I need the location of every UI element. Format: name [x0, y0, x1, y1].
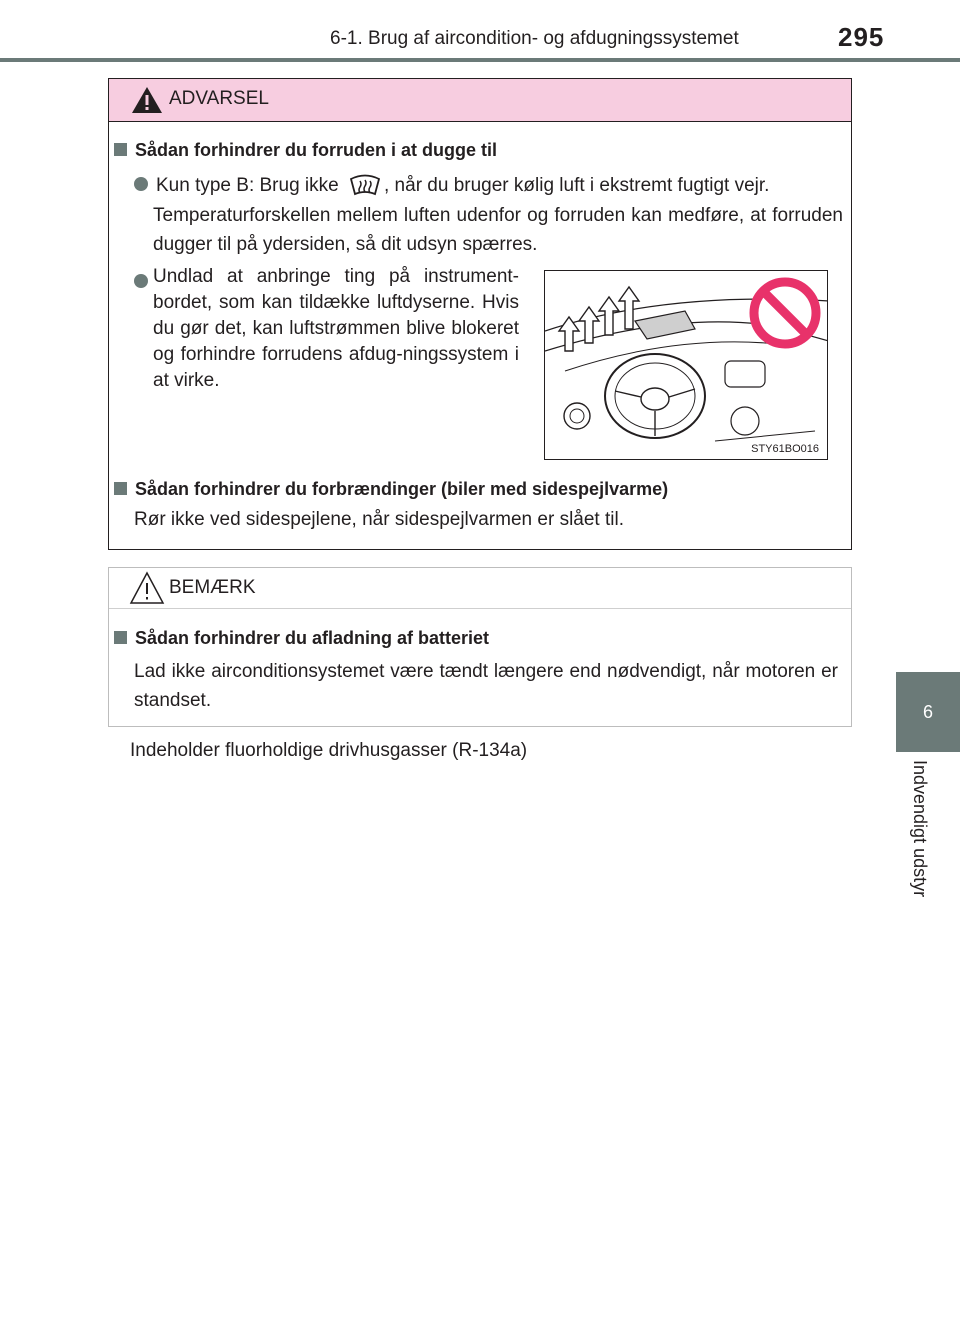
page-number: 295	[838, 22, 885, 52]
dashboard-illustration	[544, 270, 828, 460]
chapter-tab	[896, 672, 960, 752]
dashboard-drawing	[545, 271, 828, 460]
chapter-number: 6	[922, 702, 933, 722]
section-marker-icon	[114, 143, 127, 156]
notice-heading: Sådan forhindrer du afladning af batteriet	[114, 628, 489, 649]
warning-header	[109, 79, 851, 122]
burns-text: Rør ikke ved sidespejlene, når sidespejlvarmen er slået til.	[134, 509, 624, 530]
section-marker-icon	[114, 631, 127, 644]
warning-label: ADVARSEL	[169, 88, 269, 109]
prohibited-icon	[754, 282, 816, 344]
illustration-code: STY61BO016	[751, 443, 819, 455]
bullet-defroster: Kun type B: Brug ikke , når du bruger kølig luft i ekstremt fugtigt vejr.	[134, 171, 844, 200]
section-title: 6-1. Brug af aircondition- og afdugningssystemet	[330, 28, 739, 49]
header-rule	[0, 58, 960, 62]
notice-text: Lad ikke airconditionsystemet være tændt længere end nødvendigt, når motoren er standset.	[134, 661, 838, 711]
bullet-defroster-continued: Temperaturforskellen mellem luften udenfor og forruden kan medføre, at forruden dugger til på ydersiden, så dit udsyn spærres.	[153, 205, 843, 255]
refrigerant-note: Indeholder fluorholdige drivhusgasser (R-134a)	[130, 740, 528, 761]
bullet-instrument-panel: Undlad at anbringe ting på instrument-bordet, som kan tildække luftdyserne. Hvis du gør det, kan luftstrømmen blive blokeret og forhindre forrudens afdug-ningssystem i at virke.	[153, 266, 519, 391]
warning-triangle-icon	[131, 86, 163, 114]
windshield-defroster-icon	[348, 173, 382, 197]
section-marker-icon	[114, 482, 127, 495]
notice-header	[109, 568, 851, 609]
chapter-title: Indvendigt udstyr	[910, 760, 930, 898]
bullet-icon-2-wrap	[134, 268, 150, 297]
bullet-icon	[134, 177, 148, 191]
notice-label: BEMÆRK	[169, 577, 256, 598]
warning-heading-defog: Sådan forhindrer du forruden i at dugge til	[114, 140, 497, 161]
bullet-icon	[134, 274, 148, 288]
warning-heading-burns: Sådan forhindrer du forbrændinger (biler med sidespejlvarme)	[114, 479, 668, 500]
caution-triangle-icon	[129, 571, 165, 605]
